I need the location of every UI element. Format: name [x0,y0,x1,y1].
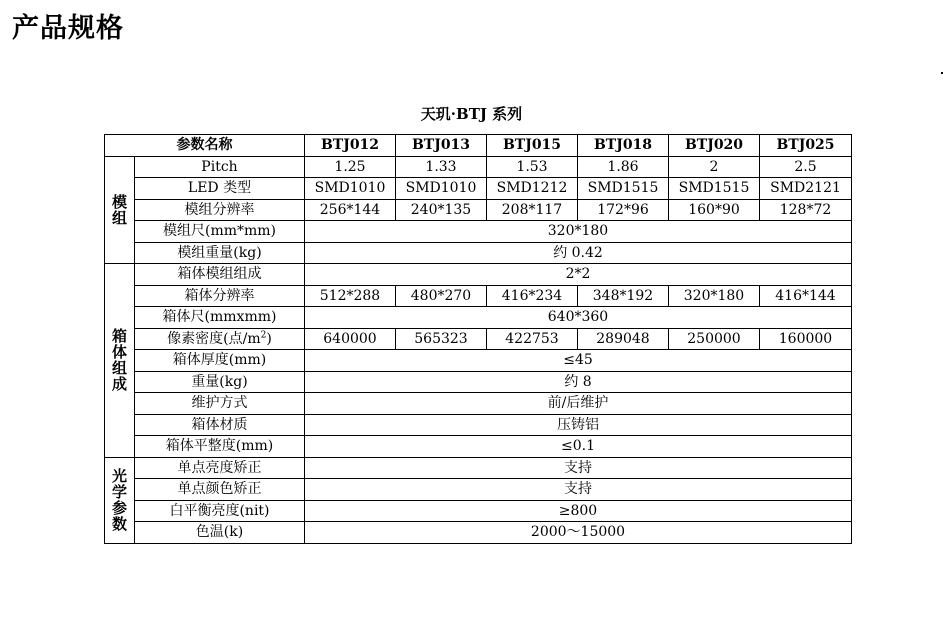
value-cell: 289048 [578,328,669,350]
group-label-text: 箱 体 组 成 [111,327,127,394]
value-cell: SMD1515 [669,178,760,200]
table-row [105,500,852,522]
value-cell: 约 8 [305,371,852,393]
param-label: 重量(kg) [135,371,305,393]
value-cell: ≤0.1 [305,436,852,458]
table-row [105,285,852,307]
value-cell: SMD1010 [396,178,487,200]
table-row [105,436,852,458]
value-cell: 172*96 [578,199,669,221]
spec-table [104,134,852,544]
value-cell: 1.53 [487,156,578,178]
value-cell: 2*2 [305,264,852,286]
value-cell: 1.86 [578,156,669,178]
table-row [105,199,852,221]
value-cell: 支持 [305,479,852,501]
param-label: 单点颜色矫正 [135,479,305,501]
param-label: 箱体厚度(mm) [135,350,305,372]
param-label: 模组尺(mm*mm) [135,221,305,243]
table-row [105,522,852,544]
value-cell: 160*90 [669,199,760,221]
table-row [105,393,852,415]
value-cell: ≥800 [305,500,852,522]
param-label: 箱体平整度(mm) [135,436,305,458]
header-model: BTJ012 [305,135,396,157]
param-label [135,328,305,350]
group-label-text: 模 组 [111,192,127,227]
header-model: BTJ020 [669,135,760,157]
value-cell: 240*135 [396,199,487,221]
value-cell: 480*270 [396,285,487,307]
group-label-text: 光 学 参 数 [111,467,127,533]
param-label: 色温(k) [135,522,305,544]
superscript: 2 [260,330,267,341]
param-label: 箱体分辨率 [135,285,305,307]
page-title: 产品规格 [12,13,124,44]
value-cell: 416*234 [487,285,578,307]
value-cell: ≤45 [305,350,852,372]
value-cell: 565323 [396,328,487,350]
param-label: Pitch [135,156,305,178]
table-row [105,414,852,436]
table-row [105,457,852,479]
value-cell: 416*144 [760,285,852,307]
param-label: LED 类型 [135,178,305,200]
header-row [105,135,852,157]
value-cell: SMD1010 [305,178,396,200]
table-row [105,178,852,200]
param-label: 箱体尺(mmxmm) [135,307,305,329]
table-row [105,221,852,243]
table-row [105,350,852,372]
header-param-name: 参数名称 [105,135,305,157]
param-label: 箱体材质 [135,414,305,436]
value-cell: 320*180 [669,285,760,307]
value-cell: 2 [669,156,760,178]
value-cell: 348*192 [578,285,669,307]
group-label-module [105,156,135,264]
value-cell: 640*360 [305,307,852,329]
value-cell: 1.33 [396,156,487,178]
value-cell: 约 0.42 [305,242,852,264]
group-label-optical [105,457,135,543]
table-title: 天玑·BTJ 系列 [420,105,523,123]
value-cell: 2.5 [760,156,852,178]
param-label-close: ) [266,330,272,347]
value-cell: 422753 [487,328,578,350]
value-cell: 前/后维护 [305,393,852,415]
param-label: 模组重量(kg) [135,242,305,264]
value-cell: 1.25 [305,156,396,178]
table-row [105,328,852,350]
header-model: BTJ025 [760,135,852,157]
header-model: BTJ013 [396,135,487,157]
param-label-text: 像素密度(点/m [167,330,261,347]
value-cell: 160000 [760,328,852,350]
value-cell: 640000 [305,328,396,350]
param-label: 箱体模组组成 [135,264,305,286]
table-row [105,371,852,393]
param-label: 维护方式 [135,393,305,415]
table-row [105,156,852,178]
table-row [105,479,852,501]
value-cell: 压铸铝 [305,414,852,436]
value-cell: 支持 [305,457,852,479]
table-row [105,264,852,286]
param-label: 白平衡亮度(nit) [135,500,305,522]
param-label: 单点亮度矫正 [135,457,305,479]
value-cell: 250000 [669,328,760,350]
value-cell: SMD1515 [578,178,669,200]
header-model: BTJ018 [578,135,669,157]
value-cell: 128*72 [760,199,852,221]
value-cell: SMD1212 [487,178,578,200]
table-row [105,307,852,329]
value-cell: 2000～15000 [305,522,852,544]
value-cell: SMD2121 [760,178,852,200]
header-model: BTJ015 [487,135,578,157]
value-cell: 256*144 [305,199,396,221]
value-cell: 512*288 [305,285,396,307]
param-label: 模组分辨率 [135,199,305,221]
table-row [105,242,852,264]
value-cell: 320*180 [305,221,852,243]
group-label-cabinet [105,264,135,458]
value-cell: 208*117 [487,199,578,221]
